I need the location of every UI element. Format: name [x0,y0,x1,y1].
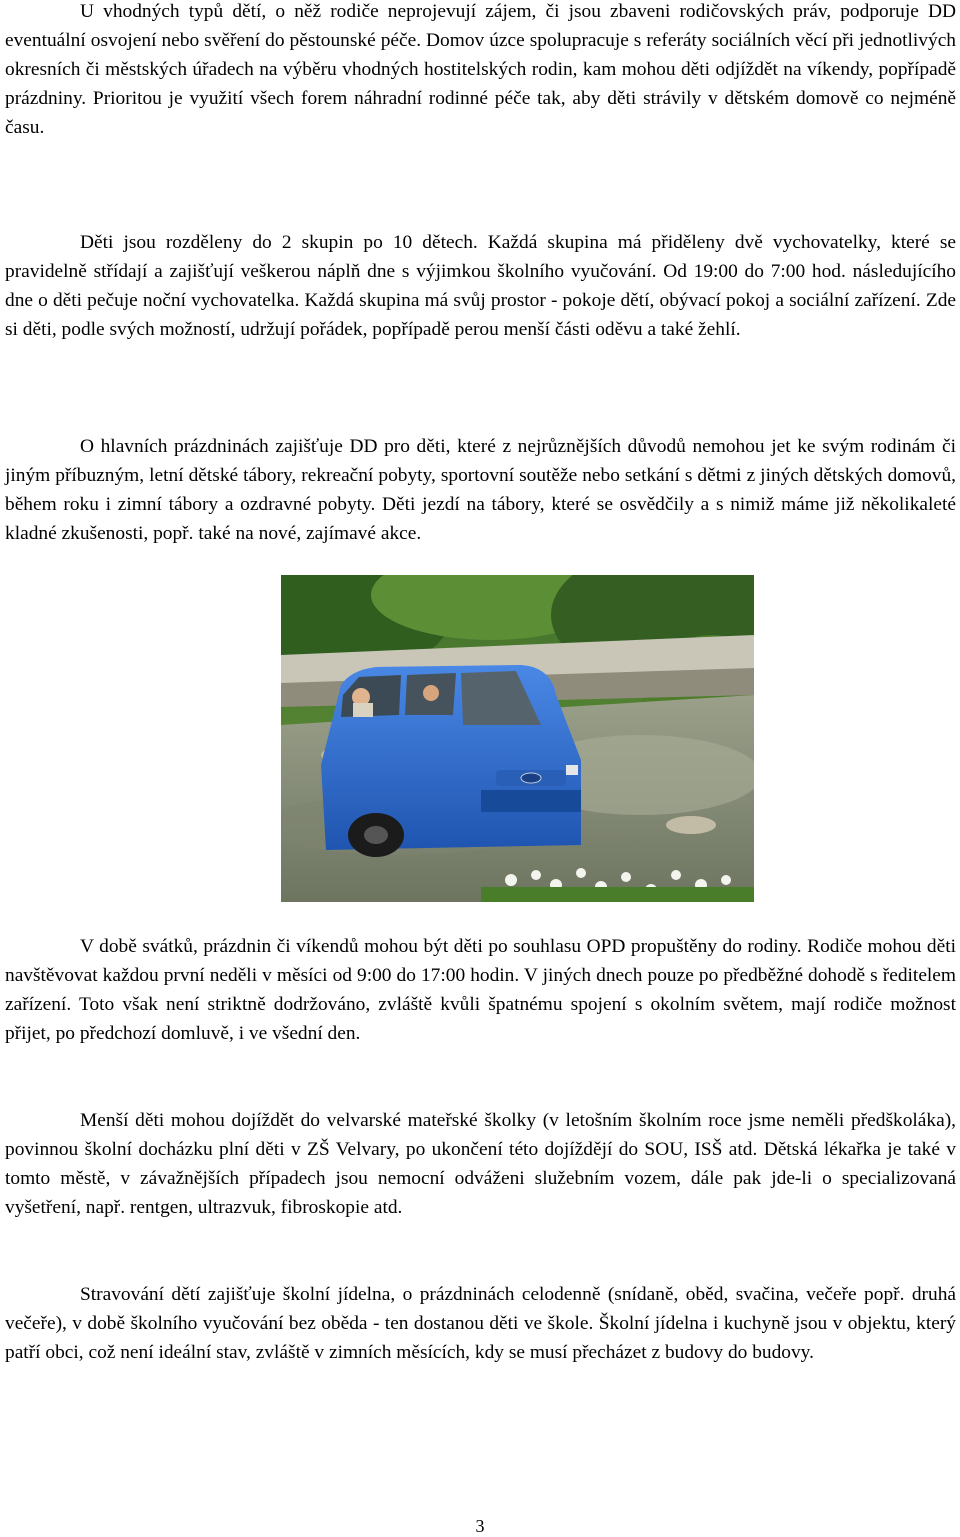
paragraph-groups: Děti jsou rozděleny do 2 skupin po 10 dětech. Každá skupina má přiděleny dvě vychovatelky, které se pravidelně střídají a zajišťují veškerou náplň dne s výjimkou školního vyučování. Od 19:00 do 7:00 hod. následujícího dne o děti pečuje noční vychovatelka. Každá skupina má svůj prostor - pokoje dětí, obývací pokoj a sociální zařízení. Zde si děti, podle svých možností, udržují pořádek, popřípadě perou menší části oděvu a také žehlí. [5,232,956,340]
paragraph-summer-holidays: O hlavních prázdninách zajišťuje DD pro děti, které z nejrůznějších důvodů nemohou jet ke svým rodinám či jiným příbuzným, letní dětské tábory, rekreační pobyty, sportovní soutěže nebo setkání s dětmi z jiných dětských domovů, během roku i zimní tábory a ozdravné pobyty. Děti jezdí na tábory, které se osvědčily a s nimiž máme již několikaleté kladné zkušenosti, popř. také na nové, zajímavé akce. [5,436,956,544]
paragraph-visits: V době svátků, prázdnin či víkendů mohou být děti po souhlasu OPD propuštěny do rodiny. Rodiče mohou děti navštěvovat každou první neděli v měsíci od 9:00 do 17:00 hodin. V jiných dnech pouze po předběžné dohodě s ředitelem zařízení. Toto však není striktně dodržováno, zvláště kvůli špatnému spojení s okolním světem, mají rodiče možnost přijet, po předchozí domluvě, i ve všední den. [5,936,956,1044]
van-in-stream-photo [281,575,754,902]
paragraph-foster-care: U vhodných typů dětí, o něž rodiče neprojevují zájem, či jsou zbaveni rodičovských práv, podporuje DD eventuální osvojení nebo svěření do pěstounské péče. Domov úzce spolupracuje s referáty sociálních věcí při jednotlivých okresních či městských úřadech na výběru vhodných hostitelských rodin, kam mohou děti odjíždět na víkendy, popřípadě prázdniny. Prioritou je využití všech forem náhradní rodinné péče tak, aby děti strávily v dětském domově co nejméně času. [5,1,956,138]
paragraph-schooling: Menší děti mohou dojíždět do velvarské mateřské školky (v letošním školním roce jsme neměli předškoláka), povinnou školní docházku plní děti v ZŠ Velvary, po ukončení této dojíždějí do SOU, ISŠ atd. Dětská lékařka je také v tomto městě, v závažnějších případech jsou nemocní odváženi služebním vozem, dále pak jde-li o specializovaná vyšetření, např. rentgen, ultrazvuk, fibroskopie atd. [5,1110,956,1218]
van [321,665,581,857]
page-number: 3 [475,1516,485,1536]
paragraph-meals: Stravování dětí zajišťuje školní jídelna, o prázdninách celodenně (snídaně, oběd, svačina, večeře popř. druhá večeře), v době školního vyučování bez oběda - ten dostanou děti ve škole. Školní jídelna i kuchyně jsou v objektu, který patří obci, což není ideální stav, zvláště v zimních měsících, kdy se musí přecházet z budovy do budovy. [5,1284,956,1363]
